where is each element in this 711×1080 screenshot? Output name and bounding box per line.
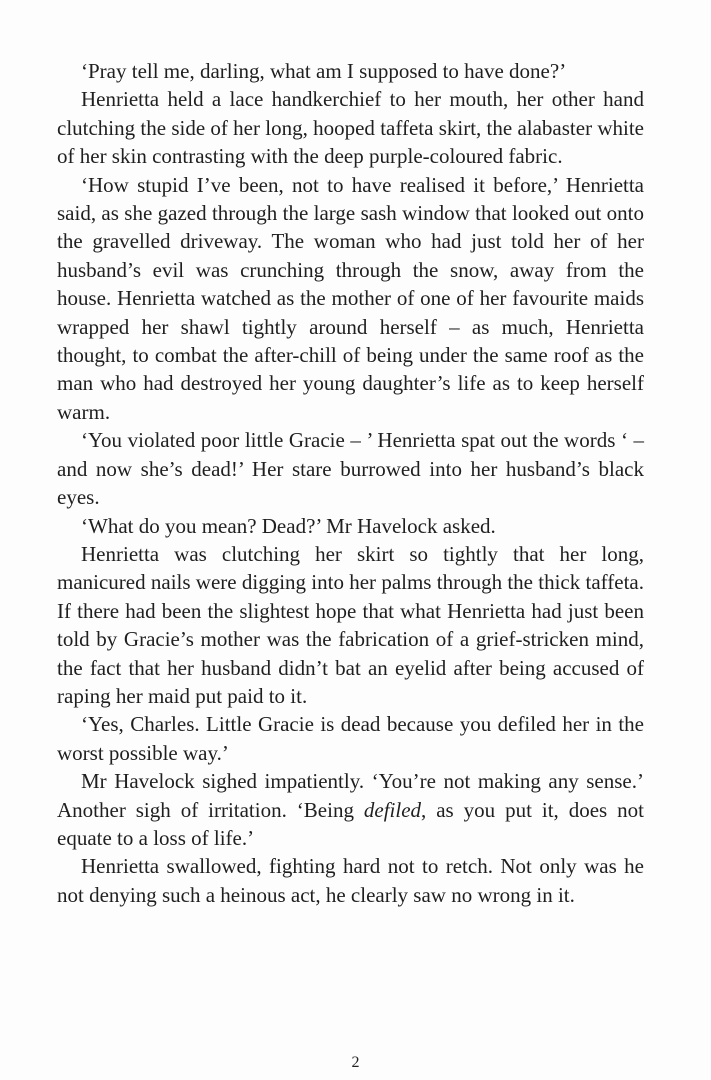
body-text (57, 57, 644, 909)
paragraph-text-before: Mr Havelock sighed impatiently. ‘You’re not making any sense.’ Another sigh of irritation. ‘Being (57, 769, 644, 822)
paragraph: ‘What do you mean? Dead?’ Mr Havelock asked. (81, 513, 496, 538)
paragraph-final: Henrietta swallowed, fighting hard not to retch. Not only was he not denying such a heinous act, he clearly saw no wrong in it. (57, 854, 644, 907)
page-number: 2 (351, 1054, 360, 1071)
paragraph: Henrietta was clutching her skirt so tightly that her long, manicured nails were digging into her palms through the thick taffeta. If there had been the slightest hope that what Henrietta had just been told by Gracie’s mother was the fabrication of a grief-stricken mind, the fact that her husband didn’t bat an eyelid after being accused of raping her maid put paid to it. (57, 541, 644, 708)
paragraph-havelock (57, 767, 644, 852)
paragraph: ‘Pray tell me, darling, what am I supposed to have done?’ (81, 59, 567, 83)
paragraph: ‘You violated poor little Gracie – ’ Henrietta spat out the words ‘ – and now she’s dead!’ Her stare burrowed into her husband’s black eyes. (57, 428, 644, 510)
paragraph: Henrietta held a lace handkerchief to her mouth, her other hand clutching the side of her long, hooped taffeta skirt, the alabaster white of her skin contrasting with the deep purple-coloured fabric. (57, 87, 644, 169)
paragraph: ‘Yes, Charles. Little Gracie is dead because you defiled her in the worst possible way.’ (57, 712, 644, 765)
paragraph-text-after: , as you put it, does not equate to a loss of life.’ (57, 797, 644, 850)
emphasized-word: defiled (363, 797, 422, 822)
paragraph: ‘How stupid I’ve been, not to have realised it before,’ Henrietta said, as she gazed through the large sash window that looked out onto the gravelled driveway. The woman who had just told her of her husband’s evil was crunching through the snow, away from the house. Henrietta watched as the mother of one of her favourite maids wrapped her shawl tightly around herself – as much, Henrietta thought, to combat the after-chill of being under the same roof as the man who had destroyed her young daughter’s life as to keep herself warm. (57, 172, 644, 424)
